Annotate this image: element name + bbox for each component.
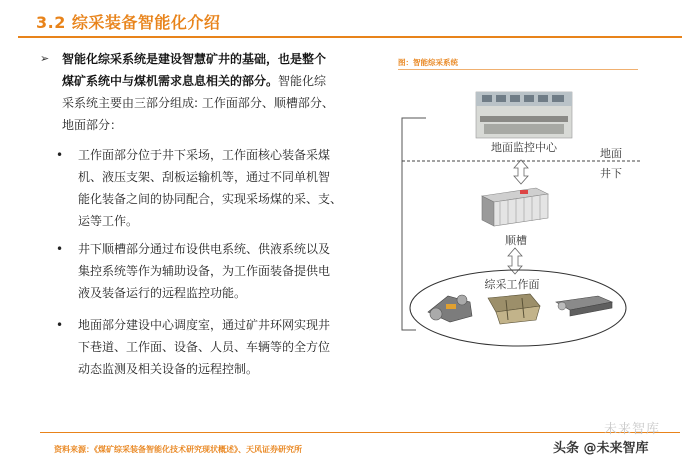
intro-bold-line2: 煤矿系统中与煤机需求息息相关的部分。 (62, 74, 279, 88)
intro-line2-rest: 智能化综 (278, 74, 327, 88)
watermark-top: 未来智库 (604, 422, 661, 437)
bullet-line: 集控系统等作为辅助设备，为工作面装备提供电 (78, 264, 331, 278)
working-face-label: 综采工作面 (484, 278, 540, 291)
page-title: 3.2 综采装备智能化介绍 (36, 13, 221, 32)
underground-label: 井下 (600, 167, 622, 180)
figure-caption: 图：智能综采系统 (398, 58, 458, 67)
shearer-machine-image (428, 295, 472, 322)
bullet-line: 机、液压支架、刮板运输机等，通过不同单机智 (78, 170, 331, 184)
gateway-label: 顺槽 (505, 234, 527, 247)
bullet-line: 井下顺槽部分通过布设供电系统、供液系统以及 (78, 242, 331, 256)
bullet-dot-icon: • (56, 318, 64, 332)
bullet-line: 下巷道、工作面、设备、人员、车辆等的全方位 (78, 340, 331, 354)
surface-label: 地面 (600, 147, 622, 160)
source-note: 资料来源：《煤矿综采装备智能化技术研究现状概述》、天风证券研究所 (54, 445, 302, 454)
arrow-bullet-icon: ➢ (40, 52, 50, 65)
bullet-line: 地面部分建设中心调度室，通过矿井环网实现井 (78, 318, 331, 332)
surface-center-label: 地面监控中心 (491, 141, 557, 154)
scraper-conveyor-image (556, 296, 612, 316)
bullet-dot-icon: • (56, 148, 64, 162)
bullet-line: 工作面部分位于井下采场，工作面核心装备采煤 (78, 148, 331, 162)
footer-rule (40, 432, 680, 433)
gateway-equipment-image (482, 188, 548, 226)
bullet-line: 液及装备运行的远程监控功能。 (78, 286, 247, 300)
double-arrow-icon (514, 160, 528, 184)
intro-bold-line1: 智能化综采系统是建设智慧矿井的基础，也是整个 (62, 52, 327, 66)
bullet-line: 能化装备之间的协同配合，实现采场煤的采、支、 (78, 192, 343, 206)
intro-line3: 采系统主要由三部分组成: 工作面部分、顺槽部分、 (62, 96, 334, 110)
bullet-line: 运等工作。 (78, 214, 139, 228)
hydraulic-support-image (488, 294, 540, 324)
watermark-bottom: 头条 @未来智库 (553, 441, 649, 456)
bullet-line: 动态监测及相关设备的远程控制。 (78, 362, 259, 376)
bullet-dot-icon: • (56, 242, 64, 256)
intro-line4: 地面部分： (62, 118, 123, 132)
control-room-image (476, 92, 572, 138)
